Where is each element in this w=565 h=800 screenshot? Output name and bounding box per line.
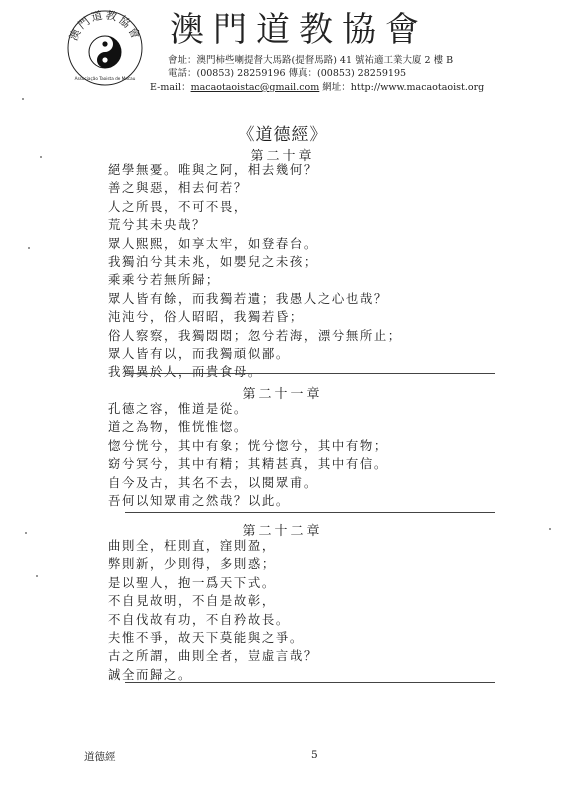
scan-speck <box>36 575 38 577</box>
verse-line: 是以聖人，抱一爲天下式。 <box>108 574 276 590</box>
logo-caption: Associação Taoista de Macau <box>74 76 136 81</box>
verse-line: 不自見故明，不自是故彰， <box>108 593 276 609</box>
verse-line: 俗人察察，我獨悶悶；忽兮若海，漂兮無所止； <box>108 327 402 343</box>
document-title: 《道德經》 <box>237 125 328 145</box>
verse-line: 曲則全，枉則直，窪則盈， <box>108 538 276 553</box>
verse-line: 夫惟不爭，故天下莫能與之爭。 <box>108 629 304 645</box>
verse-line: 人之所畏，不可不畏， <box>108 198 248 214</box>
association-logo <box>64 8 146 90</box>
verse-line: 絕學無憂。唯與之阿，相去幾何？ <box>108 162 318 177</box>
verse-line: 眾人熙熙，如享太牢，如登春台。 <box>108 235 318 251</box>
scan-speck <box>25 532 27 534</box>
verse-line: 道之為物，惟恍惟惚。 <box>108 419 248 435</box>
chapter-text <box>108 400 388 510</box>
taiji-logo-icon <box>64 8 146 90</box>
chapter-heading: 第二十章 <box>250 149 315 164</box>
page-number: 5 <box>311 749 318 761</box>
verse-line: 眾人皆有餘，而我獨若遺；我愚人之心也哉？ <box>108 290 388 306</box>
section-divider <box>125 373 495 374</box>
scan-speck <box>549 528 551 530</box>
section-divider <box>125 682 495 683</box>
verse-line: 弊則新，少則得，多則惑； <box>108 556 276 572</box>
verse-line: 窈兮冥兮，其中有精；其精甚真，其中有信。 <box>108 456 388 472</box>
chapter-text <box>108 161 402 382</box>
scan-speck <box>40 156 42 158</box>
verse-line: 荒兮其未央哉？ <box>108 217 206 233</box>
website-text[interactable]: 網址：http://www.macaotaoist.org <box>319 82 485 93</box>
email-link[interactable]: macaotaoistac@gmail.com <box>190 82 320 93</box>
organization-title: 澳門道教協會 <box>170 10 428 50</box>
chapter-heading: 第二十二章 <box>242 524 323 539</box>
contact-line <box>150 82 484 94</box>
footer-label: 道德經 <box>84 751 116 763</box>
verse-line: 我獨異於人，而貴食母。 <box>108 364 262 380</box>
phone-fax-line: 電話：(00853) 28259196 傳真：(00853) 28259195 <box>168 68 407 79</box>
verse-line: 沌沌兮，俗人昭昭，我獨若昏； <box>108 309 304 325</box>
verse-line: 自今及古，其名不去，以閱眾甫。 <box>108 474 318 490</box>
chapter-heading: 第二十一章 <box>242 387 323 402</box>
chapter-text <box>108 537 318 684</box>
section-divider <box>125 512 495 513</box>
scan-speck <box>28 247 30 249</box>
verse-line: 我獨泊兮其未兆，如嬰兒之未孩； <box>108 253 318 269</box>
address-line: 會址：澳門柿些喇提督大馬路(提督馬路) 41 號祐適工業大廈 2 樓 B <box>168 55 454 66</box>
verse-line: 古之所謂，曲則全者，豈虛言哉？ <box>108 648 318 664</box>
verse-line: 不自伐故有功，不自矜故長。 <box>108 611 290 627</box>
verse-line: 乘乘兮若無所歸； <box>108 272 220 288</box>
verse-line: 孔德之容，惟道是從。 <box>108 401 248 416</box>
verse-line: 吾何以知眾甫之然哉？以此。 <box>108 492 290 508</box>
verse-line: 誠全而歸之。 <box>108 666 192 682</box>
verse-line: 眾人皆有以，而我獨頑似鄙。 <box>108 345 290 361</box>
verse-line: 善之與惡，相去何若？ <box>108 180 248 196</box>
logo-arc-text: 澳門道教協會 <box>67 8 143 43</box>
scan-speck <box>22 98 24 100</box>
email-prefix: E-mail： <box>150 82 191 93</box>
verse-line: 惚兮恍兮，其中有象；恍兮惚兮，其中有物； <box>108 437 388 453</box>
